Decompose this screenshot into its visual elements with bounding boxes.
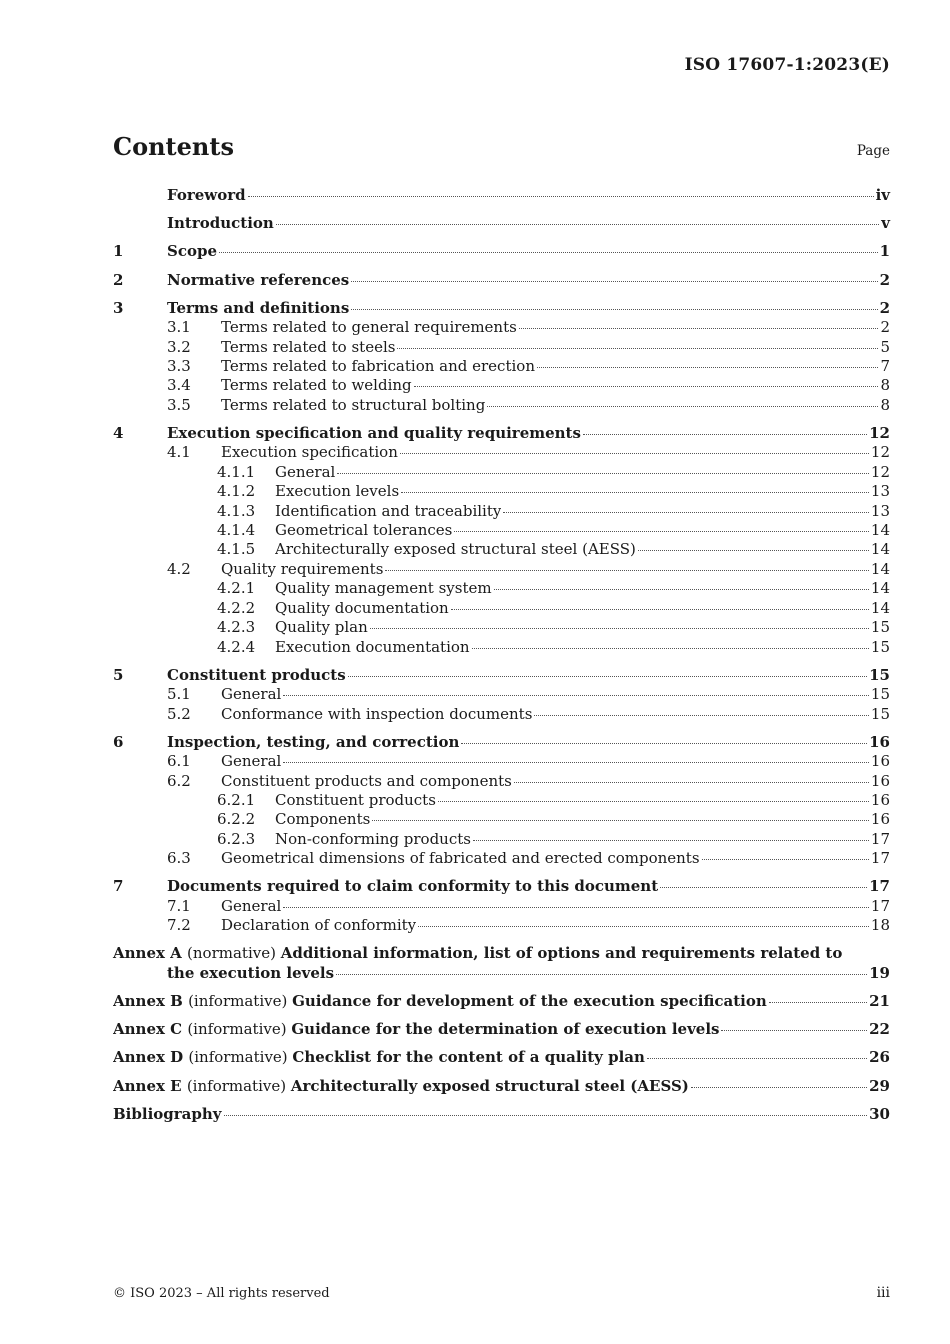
- toc-entry[interactable]: [113, 560, 890, 579]
- toc-annex-title: Guidance for development of the execution specification: [292, 992, 767, 1010]
- toc-annex-label: Annex E: [113, 1076, 187, 1095]
- toc-entry-number: 3.5: [167, 395, 191, 414]
- toc-entry-title: Constituent products: [275, 790, 436, 809]
- toc-entry-number: 3.2: [167, 337, 191, 356]
- toc-annex-kind: (informative): [186, 1076, 291, 1095]
- toc-entry-page: 14: [870, 579, 890, 598]
- toc-entry-number: 6.1: [167, 752, 191, 771]
- toc-bibliography-entry[interactable]: [113, 1105, 890, 1124]
- toc-entry-title: Foreword: [167, 186, 246, 204]
- toc-dot-leader: [451, 609, 869, 610]
- toc-entry[interactable]: [113, 599, 890, 618]
- toc-entry[interactable]: [113, 396, 890, 415]
- toc-entry-title: Execution levels: [275, 482, 400, 501]
- toc-entry[interactable]: [113, 357, 890, 376]
- toc-entry-title: Inspection, testing, and correction: [167, 732, 460, 751]
- toc-entry-title: Quality documentation: [275, 598, 449, 617]
- toc-annex-entry[interactable]: [113, 1048, 890, 1067]
- document-id: ISO 17607-1:2023(E): [684, 55, 890, 75]
- toc-entry[interactable]: [113, 733, 890, 752]
- toc-dot-leader: [283, 762, 869, 763]
- toc-entry-title: General: [275, 462, 336, 481]
- toc-dot-leader: [336, 974, 867, 975]
- page-column-label: Page: [856, 143, 890, 159]
- toc-dot-leader: [583, 434, 867, 435]
- toc-entry[interactable]: [113, 772, 890, 791]
- toc-entry-page: 16: [870, 752, 890, 771]
- toc-entry-number: 7: [113, 877, 124, 896]
- toc-annex-label: Annex D: [113, 1048, 189, 1067]
- toc-dot-leader: [494, 589, 869, 590]
- toc-entry-title: Normative references: [167, 270, 350, 289]
- toc-entry[interactable]: [113, 318, 890, 337]
- toc-entry-number: 3: [113, 298, 124, 317]
- toc-entry-title: Quality plan: [275, 618, 368, 637]
- toc-entry-title: Documents required to claim conformity to this document: [167, 877, 659, 896]
- toc-entry-page: 17: [869, 877, 890, 896]
- toc-entry-page: 14: [870, 598, 890, 617]
- toc-dot-leader: [400, 453, 869, 454]
- toc-dot-leader: [503, 512, 869, 513]
- toc-entry-number: 4: [113, 424, 124, 443]
- toc-annex-heading: [113, 1048, 645, 1067]
- toc-annex-label: Annex C: [113, 1020, 188, 1039]
- toc-annex-kind: (informative): [188, 992, 293, 1010]
- toc-entry[interactable]: [113, 186, 890, 205]
- toc-entry-number: 2: [113, 270, 124, 289]
- toc-annex-label: Annex A: [113, 944, 188, 963]
- toc-entry[interactable]: [113, 271, 890, 290]
- toc-entry-title: Terms related to general requirements: [221, 318, 517, 337]
- toc-dot-leader: [438, 801, 869, 802]
- toc-entry[interactable]: [113, 685, 890, 704]
- toc-dot-leader: [454, 531, 869, 532]
- toc-entry-page: 15: [870, 618, 890, 637]
- toc-dot-leader: [702, 859, 869, 860]
- toc-dot-leader: [337, 473, 869, 474]
- toc-entry[interactable]: [113, 579, 890, 598]
- toc-entry-page: 12: [869, 424, 890, 443]
- toc-dot-leader: [534, 715, 869, 716]
- toc-entry-title: Geometrical dimensions of fabricated and erected components: [221, 849, 700, 868]
- toc-entry-number: 6.2: [167, 771, 191, 790]
- toc-entry-number: 7.2: [167, 916, 191, 935]
- toc-entry-title: Quality requirements: [221, 559, 384, 578]
- toc-dot-leader: [647, 1058, 867, 1059]
- toc-entry-number: 4.1.2: [217, 482, 256, 501]
- toc-entry-page: 16: [869, 732, 890, 751]
- toc-entry[interactable]: [113, 443, 890, 462]
- toc-entry[interactable]: [113, 376, 890, 395]
- toc-annex-entry[interactable]: [113, 1077, 890, 1096]
- toc-entry-title: Identification and traceability: [275, 501, 502, 520]
- toc-entry-number: 4.1.1: [217, 462, 256, 481]
- toc-entry-page: 8: [880, 376, 890, 395]
- toc-dot-leader: [769, 1002, 867, 1003]
- toc-entry-page: 12: [870, 462, 890, 481]
- toc-entry-page: 17: [870, 829, 890, 848]
- toc-dot-leader: [691, 1087, 867, 1088]
- toc-entry-number: 3.4: [167, 376, 191, 395]
- toc-entry[interactable]: [113, 502, 890, 521]
- toc-entry-page: 2: [879, 270, 890, 289]
- toc-entry-title: Bibliography: [113, 1104, 222, 1123]
- toc-dot-leader: [397, 348, 878, 349]
- toc-entry-title: Terms related to fabrication and erection: [221, 357, 535, 376]
- toc-entry-title: Terms and definitions: [167, 298, 350, 317]
- toc-entry[interactable]: [113, 424, 890, 443]
- toc-entry[interactable]: [113, 242, 890, 261]
- toc-annex-entry-continued[interactable]: [113, 964, 890, 983]
- toc-dot-leader: [638, 550, 869, 551]
- toc-entry-page: 17: [870, 849, 890, 868]
- toc-entry-number: 1: [113, 242, 124, 261]
- toc-entry[interactable]: [113, 638, 890, 657]
- toc-entry-page: 13: [870, 501, 890, 520]
- toc-entry-page: 30: [869, 1104, 890, 1123]
- toc-entry-number: 6.2.2: [217, 810, 256, 829]
- toc-dot-leader: [519, 328, 879, 329]
- toc-entry-number: 4.1.3: [217, 501, 256, 520]
- toc-entry-title: General: [221, 896, 282, 915]
- toc-entry[interactable]: [113, 540, 890, 559]
- toc-entry-page: 15: [870, 685, 890, 704]
- toc-entry-page: 18: [870, 916, 890, 935]
- toc-annex-kind: (informative): [187, 1020, 292, 1039]
- toc-entry-page: v: [881, 214, 890, 233]
- toc-dot-leader: [461, 743, 867, 744]
- toc-entry[interactable]: [113, 752, 890, 771]
- toc-entry-page: 13: [870, 482, 890, 501]
- toc-dot-leader: [514, 782, 869, 783]
- toc-entry-title: Execution specification and quality requirements: [167, 424, 581, 443]
- toc-entry-title: Terms related to structural bolting: [221, 395, 486, 414]
- toc-entry-title: Constituent products and components: [221, 771, 512, 790]
- toc-dot-leader: [401, 492, 869, 493]
- toc-entry-page: 15: [870, 637, 890, 656]
- toc-annex-entry[interactable]: [113, 992, 890, 1011]
- toc-entry-number: 5.2: [167, 704, 191, 723]
- toc-entry-number: 3.1: [167, 318, 191, 337]
- toc-entry-title: Components: [275, 810, 371, 829]
- toc-entry-page: 16: [870, 810, 890, 829]
- toc-entry-page: 29: [869, 1076, 890, 1095]
- toc-entry-title: General: [221, 685, 282, 704]
- toc-entry-page: 16: [870, 790, 890, 809]
- toc-dot-leader: [660, 887, 867, 888]
- toc-entry-number: 7.1: [167, 896, 191, 915]
- toc-dot-leader: [351, 281, 877, 282]
- toc-entry[interactable]: [113, 849, 890, 868]
- toc-annex-title: Checklist for the content of a quality plan: [292, 1048, 645, 1067]
- toc-entry-page: 5: [880, 337, 890, 356]
- toc-entry-title: Non-conforming products: [275, 829, 471, 848]
- toc-entry-page: 26: [869, 1048, 890, 1067]
- toc-entry-page: 2: [879, 298, 890, 317]
- toc-dot-leader: [219, 252, 878, 253]
- toc-entry[interactable]: [113, 897, 890, 916]
- toc-entry-title: Declaration of conformity: [221, 916, 417, 935]
- toc-entry-number: 4.2.4: [217, 637, 256, 656]
- toc-annex-heading: [113, 992, 767, 1011]
- toc-dot-leader: [372, 820, 869, 821]
- toc-entry-title: Introduction: [167, 214, 274, 233]
- toc-entry-number: 6.3: [167, 849, 191, 868]
- toc-entry-title: Execution documentation: [275, 637, 470, 656]
- toc-entry-number: 4.2.2: [217, 598, 256, 617]
- toc-entry-title: Execution specification: [221, 443, 398, 462]
- toc-dot-leader: [385, 570, 868, 571]
- toc-entry-number: 6.2.3: [217, 829, 256, 848]
- toc-entry[interactable]: [113, 463, 890, 482]
- page-title: Contents: [113, 132, 234, 161]
- toc-entry-page: 15: [869, 665, 890, 684]
- toc-entry-page: 1: [879, 242, 890, 261]
- toc-dot-leader: [351, 309, 877, 310]
- toc-entry-title: General: [221, 752, 282, 771]
- toc-entry-number: 4.2.1: [217, 579, 256, 598]
- toc-dot-leader: [283, 695, 869, 696]
- toc-entry-number: 4.1.4: [217, 521, 256, 540]
- toc-entry-page: 22: [869, 1020, 890, 1039]
- toc-entry-page: 12: [870, 443, 890, 462]
- toc-entry-title: Geometrical tolerances: [275, 521, 453, 540]
- toc-entry-number: 5: [113, 665, 124, 684]
- toc-entry-page: 14: [870, 521, 890, 540]
- toc-entry-title: Scope: [167, 242, 218, 261]
- toc-entry[interactable]: [113, 791, 890, 810]
- toc-entry-title: Architecturally exposed structural steel (AESS): [275, 540, 636, 559]
- toc-dot-leader: [276, 224, 879, 225]
- toc-entry-title: Constituent products: [167, 665, 346, 684]
- toc-annex-label: Annex B: [113, 992, 189, 1010]
- toc-dot-leader: [414, 386, 879, 387]
- toc-annex-heading: [113, 1020, 719, 1039]
- toc-entry-number: 4.2: [167, 559, 191, 578]
- toc-entry-page: 19: [869, 963, 890, 982]
- toc-dot-leader: [348, 676, 867, 677]
- toc-dot-leader: [283, 907, 869, 908]
- toc-dot-leader: [487, 406, 878, 407]
- toc-entry-number: 4.1: [167, 443, 191, 462]
- toc-entry[interactable]: [113, 521, 890, 540]
- toc-entry[interactable]: [113, 482, 890, 501]
- toc-entry-page: 7: [880, 357, 890, 376]
- toc-entry-page: 8: [880, 395, 890, 414]
- toc-dot-leader: [721, 1030, 867, 1031]
- toc-entry-page: 16: [870, 771, 890, 790]
- toc-annex-title: Additional information, list of options and requirements related to: [280, 944, 843, 963]
- toc-entry[interactable]: [113, 916, 890, 935]
- toc-dot-leader: [370, 628, 869, 629]
- toc-entry-number: 3.3: [167, 357, 191, 376]
- toc-annex-kind: (informative): [188, 1048, 293, 1067]
- toc-entry-page: 14: [870, 559, 890, 578]
- toc-annex-title: Architecturally exposed structural steel (AESS): [290, 1076, 689, 1095]
- toc-entry-title: Quality management system: [275, 579, 492, 598]
- toc-entry-number: 4.2.3: [217, 618, 256, 637]
- toc-entry[interactable]: [113, 214, 890, 233]
- page-number: iii: [876, 1285, 890, 1301]
- toc-dot-leader: [537, 367, 878, 368]
- toc-annex-entry[interactable]: [113, 1020, 890, 1039]
- toc-entry[interactable]: [113, 877, 890, 896]
- toc-entry-title: Conformance with inspection documents: [221, 704, 533, 723]
- toc-entry-number: 5.1: [167, 685, 191, 704]
- toc-entry[interactable]: [113, 299, 890, 318]
- toc-entry-title: Terms related to welding: [221, 376, 412, 395]
- toc-dot-leader: [248, 196, 874, 197]
- toc-dot-leader: [473, 840, 869, 841]
- toc-entry-page: 15: [870, 704, 890, 723]
- toc-entry[interactable]: [113, 830, 890, 849]
- toc-entry-number: 6.2.1: [217, 790, 256, 809]
- toc-annex-heading: [113, 1077, 689, 1096]
- toc-entry[interactable]: [113, 666, 890, 685]
- toc-dot-leader: [418, 926, 869, 927]
- toc-annex-title: Guidance for the determination of execution levels: [291, 1020, 720, 1039]
- toc-entry[interactable]: [113, 810, 890, 829]
- table-of-contents: [113, 186, 890, 1124]
- toc-entry-page: 17: [870, 896, 890, 915]
- toc-entry-page: iv: [875, 186, 890, 204]
- toc-entry-page: 14: [870, 540, 890, 559]
- toc-entry-title: Terms related to steels: [221, 337, 396, 356]
- toc-entry-page: 2: [880, 318, 890, 337]
- copyright-notice: © ISO 2023 – All rights reserved: [113, 1286, 330, 1301]
- toc-entry-number: 6: [113, 732, 124, 751]
- toc-entry-page: 21: [869, 992, 890, 1010]
- toc-entry[interactable]: [113, 618, 890, 637]
- toc-dot-leader: [224, 1115, 868, 1116]
- toc-entry-number: 4.1.5: [217, 540, 256, 559]
- toc-annex-kind: (normative): [187, 944, 281, 963]
- toc-dot-leader: [472, 648, 869, 649]
- toc-entry[interactable]: [113, 705, 890, 724]
- toc-annex-title-cont: the execution levels: [167, 963, 335, 982]
- toc-entry[interactable]: [113, 338, 890, 357]
- toc-annex-entry[interactable]: [113, 944, 890, 963]
